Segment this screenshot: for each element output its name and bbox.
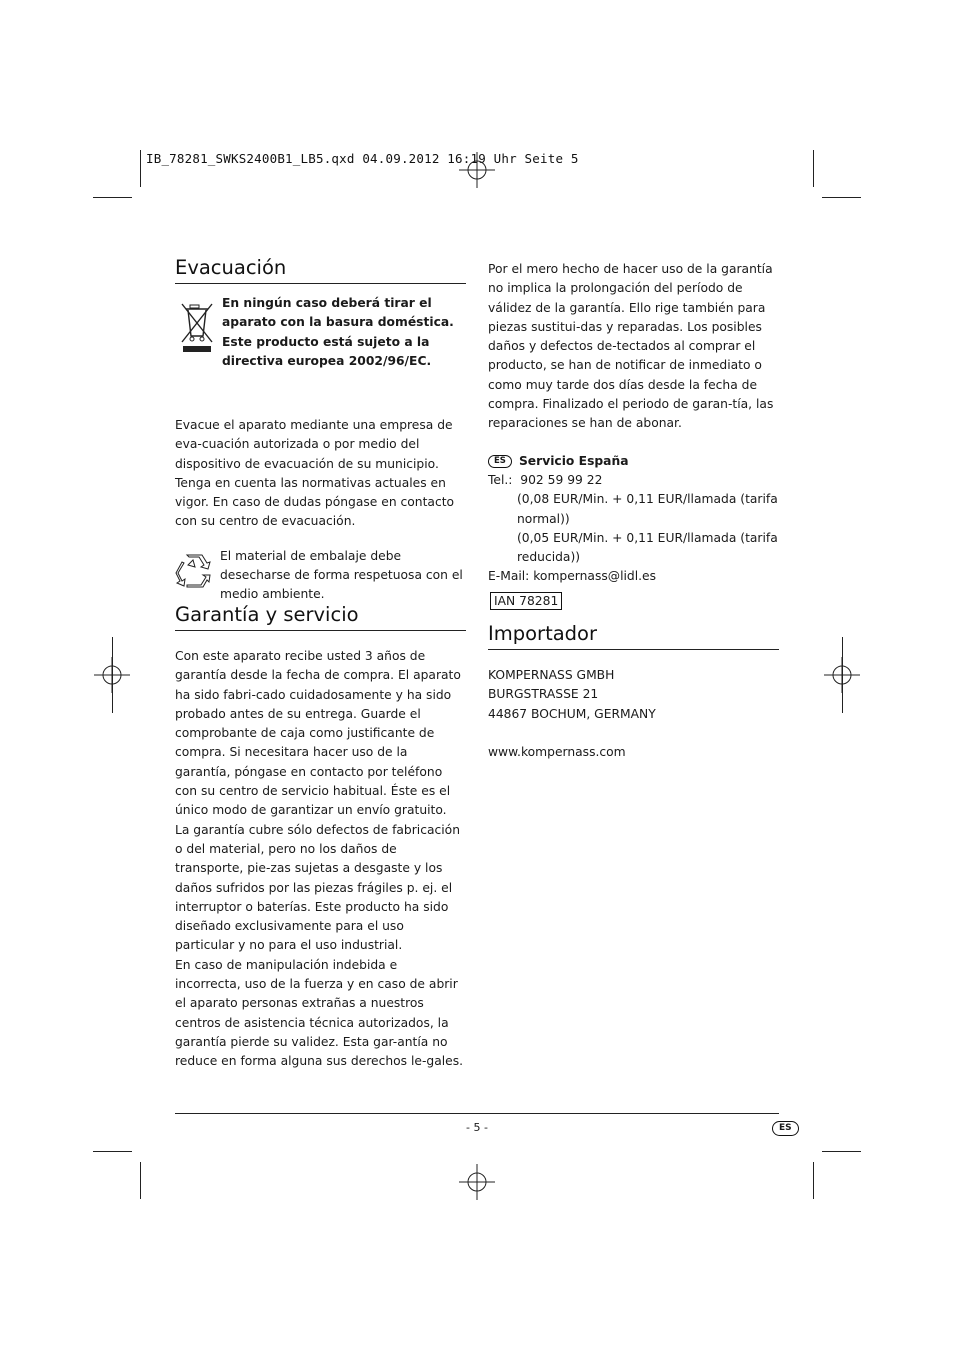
footer-divider <box>175 1113 779 1114</box>
service-email[interactable]: E-Mail: kompernass@lidl.es <box>488 569 657 584</box>
section-title: Garantía y servicio <box>175 603 466 631</box>
crop-mark <box>842 637 843 713</box>
warranty-void-paragraph: En caso de manipulación indebida e incorrecta, uso de la fuerza y en caso de abrir el aparato personas extrañas a nuestros centros de asistencia técnica autorizados, la garantía pierde su validez. Esta gar-antía no reduce en forma alguna sus derechos le-gales. <box>175 957 464 1069</box>
service-phone: Tel.: 902 59 99 22 <box>488 472 603 487</box>
crop-mark <box>93 197 132 198</box>
packaging-text: El material de embalaje debe desecharse de forma respetuosa con el medio ambiente. <box>220 548 463 602</box>
importador-section <box>488 622 779 762</box>
right-column <box>488 260 779 610</box>
crop-mark <box>813 150 814 187</box>
crop-mark <box>112 637 113 713</box>
registration-mark-icon <box>459 1164 495 1200</box>
weee-warning <box>175 296 466 382</box>
importer-website[interactable]: www.kompernass.com <box>488 744 626 759</box>
crop-mark <box>822 1151 861 1152</box>
warranty-paragraph: Con este aparato recibe usted 3 años de garantía desde la fecha de compra. El aparato ha sido fabri-cado cuidadosamente y ha sido probado antes de su entrega. Guarde el comprobante de caja como justificante de compra. Si necesitara hacer uso de la garantía, póngase en contacto por teléfono con su centro de servicio habitual. Éste es el único modo de garantizar un envío gratuito. <box>175 649 461 818</box>
service-title: Servicio España <box>518 453 629 468</box>
section-title: Evacuación <box>175 256 466 284</box>
crop-mark <box>140 150 141 187</box>
crop-mark <box>813 1162 814 1199</box>
section-title: Importador <box>488 622 779 650</box>
warranty-extension-paragraph: Por el mero hecho de hacer uso de la garantía no implica la prolongación del período de válidez de la garantía. Ello rige también para piezas sustitui-das y reparadas. Los posibles daños y defectos de-tectados al comprar el producto, se han de notificar de inmediato o como muy tarde dos días desde la fecha de compra. Finalizado el periodo de garan-tía, las reparaciones se han de abonar. <box>488 262 774 431</box>
language-badge: ES <box>772 1121 799 1136</box>
country-badge: ES <box>488 455 512 468</box>
packaging-note <box>175 548 466 602</box>
garantia-section <box>175 603 466 1072</box>
ian-code: IAN 78281 <box>490 592 562 610</box>
importer-city: 44867 BOCHUM, GERMANY <box>488 706 656 721</box>
crossed-bin-icon <box>181 302 213 354</box>
service-block <box>488 452 779 610</box>
crop-mark <box>140 1162 141 1199</box>
print-slug-line: IB_78281_SWKS2400B1_LB5.qxd 04.09.2012 16:19 Uhr Seite 5 <box>146 151 579 166</box>
crop-mark <box>93 1151 132 1152</box>
page-number: - 5 - <box>466 1121 488 1134</box>
disposal-paragraph: Evacue el aparato mediante una empresa de eva-cuación autorizada o por medio del dispositivo de evacuación de su municipio. <box>175 418 453 471</box>
importer-name: KOMPERNASS GMBH <box>488 668 615 682</box>
service-heading <box>488 452 779 471</box>
rate-normal: (0,08 EUR/Min. + 0,11 EUR/llamada (tarifa normal)) <box>517 492 778 526</box>
weee-warning-text: En ningún caso deberá tirar el aparato con la basura doméstica. Este producto está sujeto a la directiva europea 2002/96/EC. <box>222 296 454 368</box>
recycle-icon <box>175 553 213 589</box>
evacuacion-section <box>175 256 466 602</box>
warranty-coverage-paragraph: La garantía cubre sólo defectos de fabricación o del material, pero no los daños de transporte, pie-zas sujetas a desgaste y los daños sufridos por las piezas frágiles p. ej. el interruptor o baterías. Este producto ha sido diseñado exclusivamente para el uso particular y no para el uso industrial. <box>175 822 461 953</box>
regulations-paragraph: Tenga en cuenta las normativas actuales en vigor. En caso de dudas póngase en contacto con su centro de evacuación. <box>175 475 455 529</box>
rate-reduced: (0,05 EUR/Min. + 0,11 EUR/llamada (tarifa reducida)) <box>517 530 778 565</box>
registration-mark-icon <box>459 152 495 188</box>
importer-street: BURGSTRASSE 21 <box>488 687 599 702</box>
crop-mark <box>822 197 861 198</box>
